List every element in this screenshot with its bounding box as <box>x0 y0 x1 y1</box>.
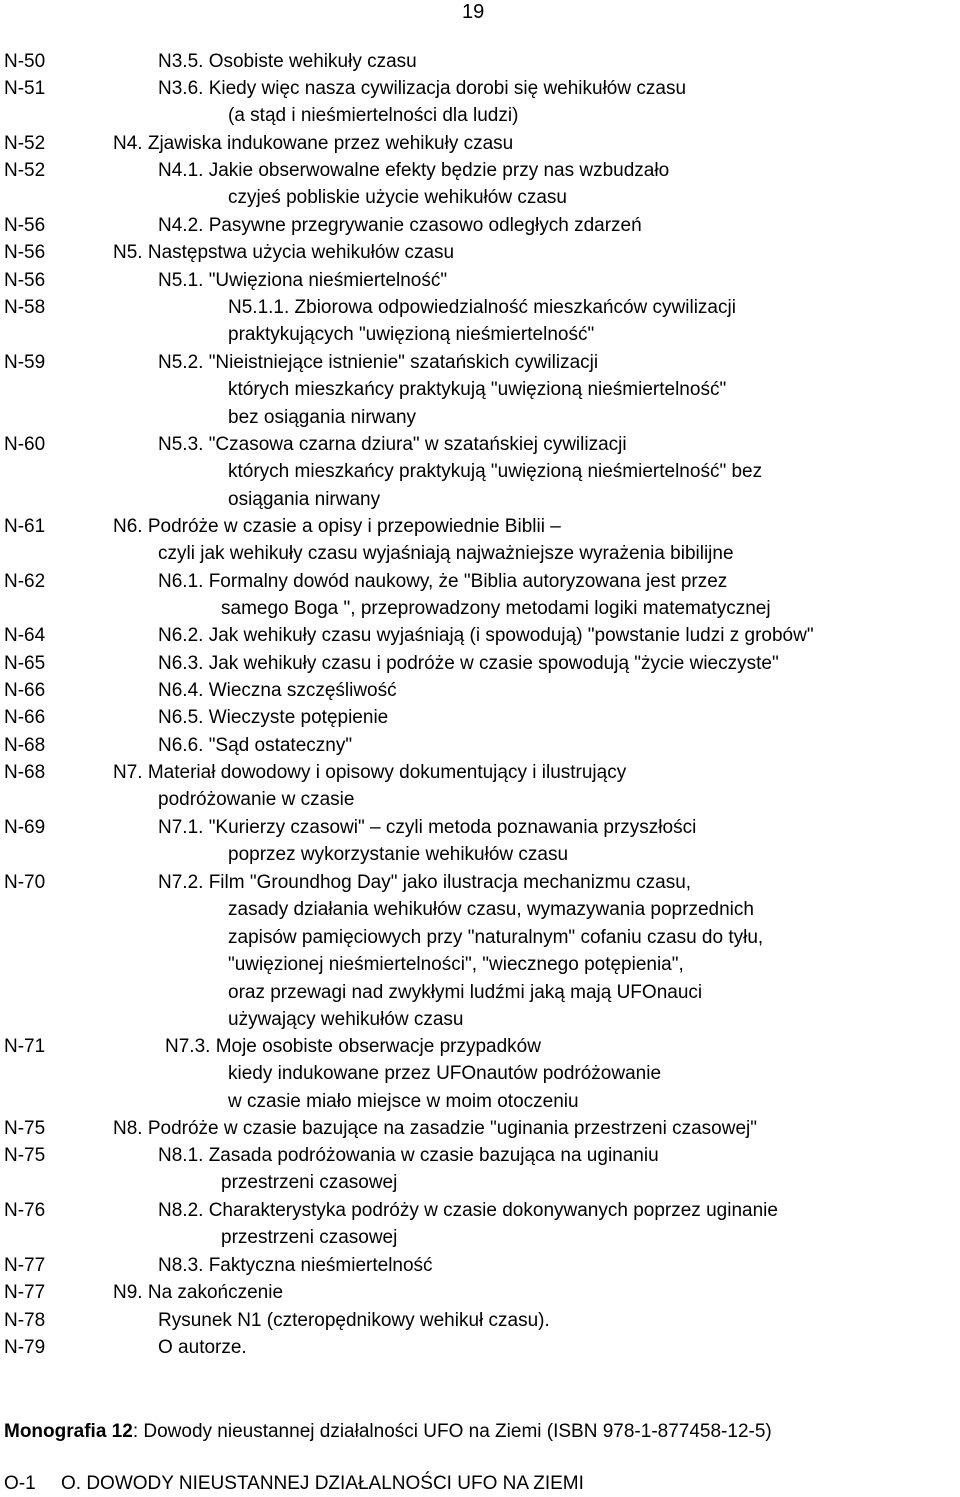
toc-entry-continuation: przestrzeni czasowej <box>221 1227 398 1248</box>
chapter-code: O-1 <box>4 1473 36 1494</box>
toc-entry-title: N6. Podróże w czasie a opisy i przepowiednie Biblii – <box>113 516 561 537</box>
toc-entry-title: N5.2. "Nieistniejące istnienie" szatańskich cywilizacji <box>158 352 599 373</box>
toc-entry-title: N5. Następstwa użycia wehikułów czasu <box>113 242 455 263</box>
monograph-footer <box>4 1418 772 1445</box>
toc-entry-continuation: oraz przewagi nad zwykłymi ludźmi jaką mają UFOnauci <box>228 982 703 1003</box>
toc-page-ref: N-66 <box>4 680 46 701</box>
toc-entry-continuation: (a stąd i nieśmiertelności dla ludzi) <box>228 105 519 126</box>
toc-page-ref: N-51 <box>4 78 46 99</box>
toc-entry-continuation: czyli jak wehikuły czasu wyjaśniają najważniejsze wyrażenia bibilijne <box>158 543 734 564</box>
toc-entry-title: N6.2. Jak wehikuły czasu wyjaśniają (i spowodują) "powstanie ludzi z grobów" <box>158 625 814 646</box>
toc-entry-continuation: których mieszkańcy praktykują "uwięzioną nieśmiertelność" <box>228 379 727 400</box>
toc-entry-title: N3.5. Osobiste wehikuły czasu <box>158 51 417 72</box>
toc-entry-title: N7.1. "Kurierzy czasowi" – czyli metoda poznawania przyszłości <box>158 817 697 838</box>
toc-entry-continuation: samego Boga ", przeprowadzony metodami logiki matematycznej <box>221 598 771 619</box>
chapter-title: O. DOWODY NIEUSTANNEJ DZIAŁALNOŚCI UFO NA ZIEMI <box>61 1473 584 1494</box>
toc-page-ref: N-50 <box>4 51 46 72</box>
toc-entry-continuation: w czasie miało miejsce w moim otoczeniu <box>228 1091 579 1112</box>
page-number: 19 <box>462 1 485 23</box>
monograph-label: Monografia 12 <box>4 1421 133 1442</box>
toc-entry-title: N4.1. Jakie obserwowalne efekty będzie przy nas wzbudzało <box>158 160 670 181</box>
toc-page-ref: N-66 <box>4 707 46 728</box>
toc-entry-title: N6.6. "Sąd ostateczny" <box>158 735 353 756</box>
toc-entry-title: N8.1. Zasada podróżowania w czasie bazująca na uginaniu <box>158 1145 659 1166</box>
toc-entry-title: N6.4. Wieczna szczęśliwość <box>158 680 397 701</box>
toc-page-ref: N-68 <box>4 735 46 756</box>
toc-entry-continuation: podróżowanie w czasie <box>158 789 355 810</box>
toc-entry-continuation: kiedy indukowane przez UFOnautów podróżowanie <box>228 1063 662 1084</box>
toc-entry-title: N5.1. "Uwięziona nieśmiertelność" <box>158 270 448 291</box>
toc-page-ref: N-76 <box>4 1200 46 1221</box>
toc-entry-continuation: "uwięzionej nieśmiertelności", "wiecznego potępienia", <box>228 954 684 975</box>
toc-page-ref: N-56 <box>4 215 46 236</box>
toc-entry-continuation: praktykujących "uwięzioną nieśmiertelność" <box>228 324 595 345</box>
toc-entry-continuation: używający wehikułów czasu <box>228 1009 464 1030</box>
toc-entry-continuation: przestrzeni czasowej <box>221 1172 398 1193</box>
toc-page-ref: N-52 <box>4 160 46 181</box>
toc-entry-title: N7. Materiał dowodowy i opisowy dokumentujący i ilustrujący <box>113 762 627 783</box>
toc-entry-title: N8.3. Faktyczna nieśmiertelność <box>158 1255 433 1276</box>
toc-page-ref: N-59 <box>4 352 46 373</box>
toc-entry-title: N7.2. Film "Groundhog Day" jako ilustracja mechanizmu czasu, <box>158 872 692 893</box>
chapter-footer <box>4 1472 584 1496</box>
toc-page-ref: N-58 <box>4 297 46 318</box>
toc-entry-title: N6.3. Jak wehikuły czasu i podróże w czasie spowodują "życie wieczyste" <box>158 653 779 674</box>
toc-page-ref: N-78 <box>4 1310 46 1331</box>
toc-page-ref: N-69 <box>4 817 46 838</box>
toc-page-ref: N-70 <box>4 872 46 893</box>
toc-entry-title: N3.6. Kiedy więc nasza cywilizacja dorobi się wehikułów czasu <box>158 78 687 99</box>
toc-entry-title: N4.2. Pasywne przegrywanie czasowo odległych zdarzeń <box>158 215 642 236</box>
toc-entry-title: N6.1. Formalny dowód naukowy, że "Biblia autoryzowana jest przez <box>158 571 728 592</box>
toc-page-ref: N-75 <box>4 1145 46 1166</box>
toc-page-ref: N-75 <box>4 1118 46 1139</box>
toc-entry-title: N8.2. Charakterystyka podróży w czasie dokonywanych poprzez uginanie <box>158 1200 778 1221</box>
toc-entry-title: Rysunek N1 (czteropędnikowy wehikuł czasu). <box>158 1310 550 1331</box>
toc-page-ref: N-65 <box>4 653 46 674</box>
toc-page-ref: N-62 <box>4 571 46 592</box>
toc-entry-title: N7.3. Moje osobiste obserwacje przypadków <box>165 1036 541 1057</box>
toc-entry-title: N4. Zjawiska indukowane przez wehikuły czasu <box>113 133 514 154</box>
toc-entry-title: N9. Na zakończenie <box>113 1282 284 1303</box>
toc-entry-title: O autorze. <box>158 1337 247 1358</box>
toc-page-ref: N-61 <box>4 516 46 537</box>
toc-page-ref: N-77 <box>4 1282 46 1303</box>
toc-page-ref: N-77 <box>4 1255 46 1276</box>
toc-entry-title: N5.3. "Czasowa czarna dziura" w szatańskiej cywilizacji <box>158 434 627 455</box>
toc-page-ref: N-79 <box>4 1337 46 1358</box>
toc-entry-continuation: czyjeś pobliskie użycie wehikułów czasu <box>228 187 567 208</box>
toc-page-ref: N-56 <box>4 242 46 263</box>
toc-entry-continuation: których mieszkańcy praktykują "uwięzioną nieśmiertelność" bez <box>228 461 763 482</box>
toc-entry-title: N5.1.1. Zbiorowa odpowiedzialność mieszkańców cywilizacji <box>228 297 736 318</box>
toc-entry-continuation: poprzez wykorzystanie wehikułów czasu <box>228 844 569 865</box>
toc-entry-title: N8. Podróże w czasie bazujące na zasadzie "uginania przestrzeni czasowej" <box>113 1118 757 1139</box>
toc-entry-continuation: bez osiągania nirwany <box>228 407 417 428</box>
toc-entry-title: N6.5. Wieczyste potępienie <box>158 707 389 728</box>
toc-entry-continuation: osiągania nirwany <box>228 489 381 510</box>
monograph-text: : Dowody nieustannej działalności UFO na Ziemi (ISBN 978-1-877458-12-5) <box>132 1421 772 1442</box>
toc-entry-continuation: zasady działania wehikułów czasu, wymazywania poprzednich <box>228 899 754 920</box>
toc-page-ref: N-71 <box>4 1036 46 1057</box>
toc-page-ref: N-64 <box>4 625 46 646</box>
toc-page-ref: N-68 <box>4 762 46 783</box>
toc-page-ref: N-52 <box>4 133 46 154</box>
toc-page-ref: N-60 <box>4 434 46 455</box>
toc-entry-continuation: zapisów pamięciowych przy "naturalnym" cofaniu czasu do tyłu, <box>228 927 764 948</box>
toc-page-ref: N-56 <box>4 270 46 291</box>
